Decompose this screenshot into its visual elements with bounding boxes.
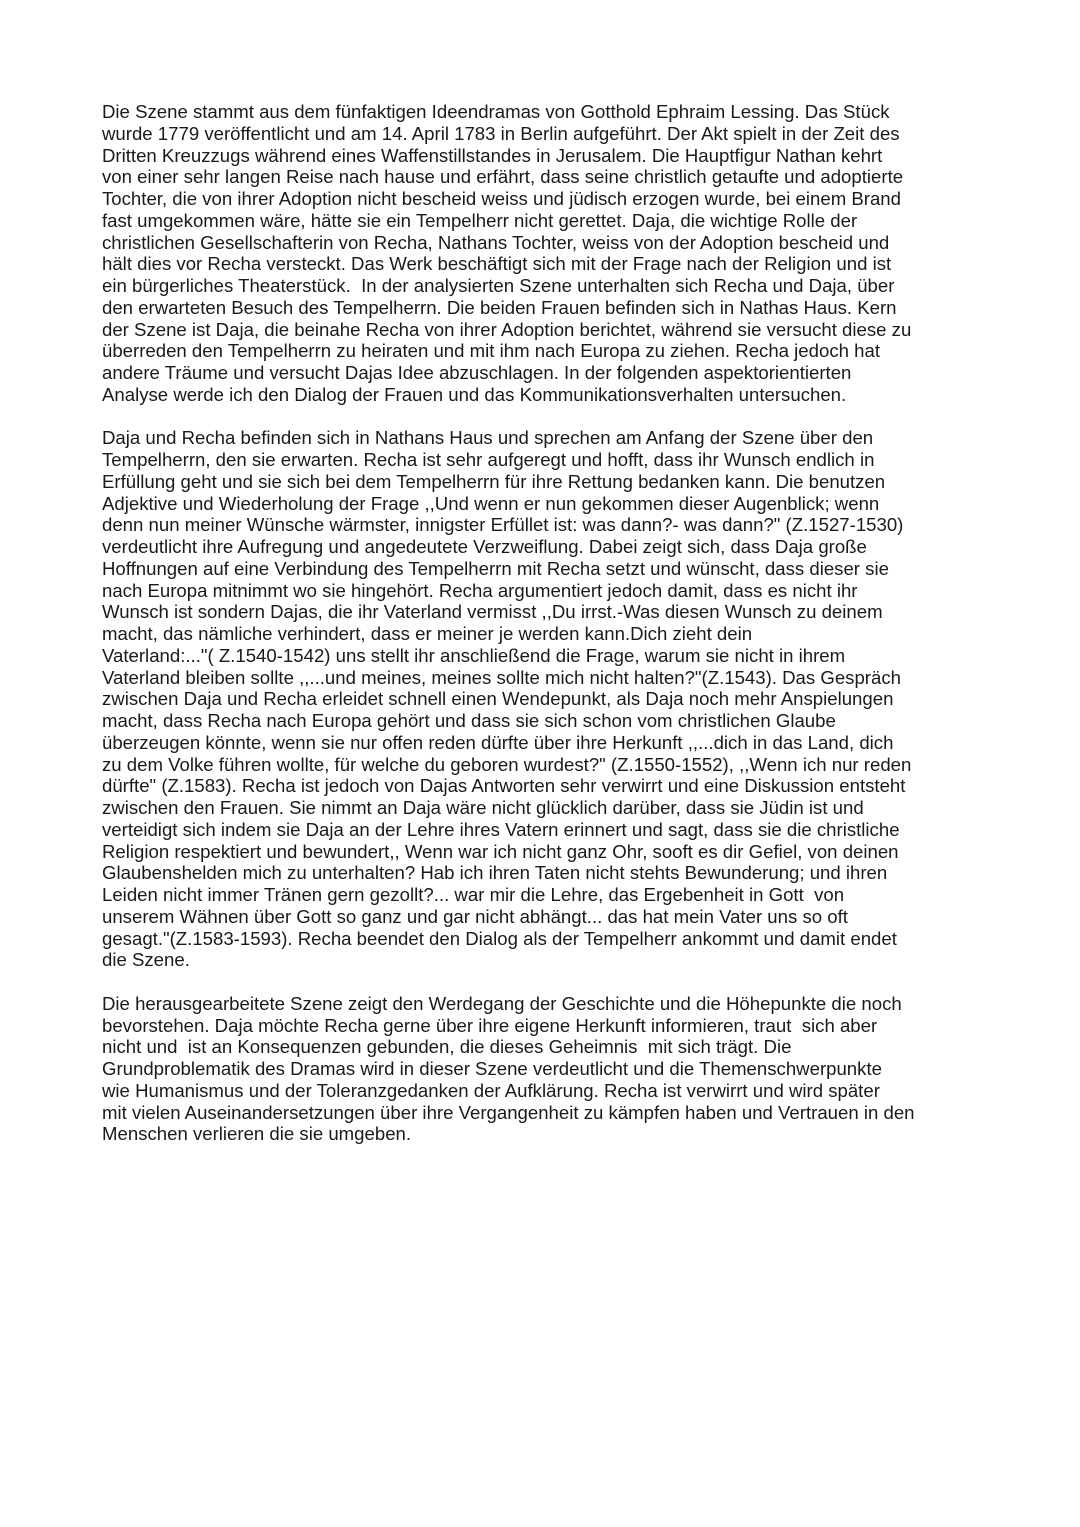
text-line: überreden den Tempelherrn zu heiraten und mit ihm nach Europa zu ziehen. Recha jedoch hat (102, 340, 880, 362)
text-line: wurde 1779 veröffentlicht und am 14. April 1783 in Berlin aufgeführt. Der Akt spielt in der Zeit des (102, 122, 900, 144)
text-line: Religion respektiert und bewundert,, Wenn war ich nicht ganz Ohr, sooft es dir Gefiel, von deinen (102, 840, 899, 862)
text-line: zu dem Volke führen wollte, für welche du geboren wurdest?" (Z.1550-1552), ,,Wenn ich nur reden (102, 753, 912, 775)
text-line: Glaubenshelden mich zu unterhalten? Hab ich ihren Taten nicht stehts Bewunderung; und ihren (102, 862, 888, 884)
text-line: verteidigt sich indem sie Daja an der Lehre ihres Vatern erinnert und sagt, dass sie die christliche (102, 818, 900, 840)
text-line: Vaterland bleiben sollte ,,...und meines, meines sollte mich nicht halten?"(Z.1543). Das Gespräch (102, 666, 901, 688)
text-line: zwischen den Frauen. Sie nimmt an Daja wäre nicht glücklich darüber, dass sie Jüdin ist und (102, 797, 864, 818)
paragraph-analysis (102, 427, 982, 971)
text-line: Die herausgearbeitete Szene zeigt den Werdegang der Geschichte und die Höhepunkte die noch (102, 992, 902, 1014)
text-line: andere Träume und versucht Dajas Idee abzuschlagen. In der folgenden aspektorientierten (102, 362, 852, 383)
text-line: ein bürgerliches Theaterstück. In der analysierten Szene unterhalten sich Recha und Daja, über (102, 275, 895, 296)
text-line: verdeutlicht ihre Aufregung und angedeutete Verzweiflung. Dabei zeigt sich, dass Daja große (102, 536, 867, 557)
text-line: Leiden nicht immer Tränen gern gezollt?... war mir die Lehre, das Ergebenheit in Gott von (102, 884, 845, 905)
text-line: Erfüllung geht und sie sich bei dem Tempelherrn für ihre Rettung bedanken kann. Die benutzen (102, 470, 886, 492)
text-line: unserem Wähnen über Gott so ganz und gar nicht abhängt... das hat mein Vater uns so oft (102, 905, 848, 927)
text-line: denn nun meiner Wünsche wärmster, innigster Erfüllet ist: was dann?- was dann?" (Z.1527-1530) (102, 514, 904, 536)
text-line: nach Europa mitnimmt wo sie hingehört. Recha argumentiert jedoch damit, dass es nicht ihr (102, 579, 858, 601)
text-line: Wunsch ist sondern Dajas, die ihr Vaterland vermisst ,,Du irrst.-Was diesen Wunsch zu deinem (102, 601, 883, 623)
text-line: den erwarteten Besuch des Tempelherrn. Die beiden Frauen befinden sich in Nathas Haus. Kern (102, 296, 897, 318)
text-line: Hoffnungen auf eine Verbindung des Tempelherrn mit Recha setzt und wünscht, dass dieser sie (102, 557, 889, 579)
text-line: die Szene. (102, 949, 190, 971)
text-line: Tochter, die von ihrer Adoption nicht bescheid weiss und jüdisch erzogen wurde, bei einem Brand (102, 188, 901, 209)
paragraph-spacer (102, 406, 982, 428)
text-line: nicht und ist an Konsequenzen gebunden, die dieses Geheimnis mit sich trägt. Die (102, 1036, 792, 1058)
paragraph-spacer (102, 971, 982, 993)
text-line: Daja und Recha befinden sich in Nathans Haus und sprechen am Anfang der Szene über den (102, 427, 874, 449)
text-line: wie Humanismus und der Toleranzgedanken der Aufklärung. Recha ist verwirrt und wird später (102, 1079, 880, 1101)
text-line: mit vielen Auseinandersetzungen über ihre Vergangenheit zu kämpfen haben und Vertrauen in den (102, 1101, 915, 1123)
text-line: Dritten Kreuzzugs während eines Waffenstillstandes in Jerusalem. Die Hauptfigur Nathan kehrt (102, 144, 883, 166)
text-line: Menschen verlieren die sie umgeben. (102, 1123, 412, 1145)
text-line: Vaterland:..."( Z.1540-1542) uns stellt ihr anschließend die Frage, warum sie nicht in ihrem (102, 644, 846, 666)
text-line: Analyse werde ich den Dialog der Frauen und das Kommunikationsverhalten untersuchen. (102, 383, 847, 405)
text-line: bevorstehen. Daja möchte Recha gerne über ihre eigene Herkunft informieren, traut sich aber (102, 1014, 878, 1036)
text-line: Adjektive und Wiederholung der Frage ,,Und wenn er nun gekommen dieser Augenblick; wenn (102, 492, 880, 514)
text-line: Grundproblematik des Dramas wird in dieser Szene verdeutlicht und die Themenschwerpunkte (102, 1058, 882, 1079)
text-line: christlichen Gesellschafterin von Recha, Nathans Tochter, weiss von der Adoption bescheid und (102, 231, 890, 253)
text-line: fast umgekommen wäre, hätte sie ein Tempelherr nicht gerettet. Daja, die wichtige Rolle der (102, 209, 858, 231)
text-line: hält dies vor Recha versteckt. Das Werk beschäftigt sich mit der Frage nach der Religion und ist (102, 253, 892, 275)
text-line: macht, dass Recha nach Europa gehört und dass sie sich schon vom christlichen Glaube (102, 710, 836, 731)
paragraph-conclusion (102, 993, 982, 1145)
text-line: von einer sehr langen Reise nach hause und erfährt, dass seine christlich getaufte und adoptierte (102, 166, 904, 188)
text-line: der Szene ist Daja, die beinahe Recha von ihrer Adoption berichtet, während sie versucht diese zu (102, 318, 912, 340)
text-line: Tempelherrn, den sie erwarten. Recha ist sehr aufgeregt und hofft, dass ihr Wunsch endlich in (102, 449, 875, 470)
text-line: gesagt."(Z.1583-1593). Recha beendet den Dialog als der Tempelherr ankommt und damit endet (102, 927, 897, 949)
paragraph-introduction (102, 101, 982, 406)
text-line: überzeugen könnte, wenn sie nur offen reden dürfte über ihre Herkunft ,,...dich in das Land, dich (102, 731, 894, 753)
text-line: macht, das nämliche verhindert, dass er meiner je werden kann.Dich zieht dein (102, 623, 753, 644)
text-line: dürfte" (Z.1583). Recha ist jedoch von Dajas Antworten sehr verwirrt und eine Diskussion entsteht (102, 775, 906, 797)
text-line: zwischen Daja und Recha erleidet schnell einen Wendepunkt, als Daja noch mehr Anspielungen (102, 688, 894, 710)
text-line: Die Szene stammt aus dem fünfaktigen Ideendramas von Gotthold Ephraim Lessing. Das Stück (102, 101, 890, 122)
document-page (102, 101, 982, 1145)
